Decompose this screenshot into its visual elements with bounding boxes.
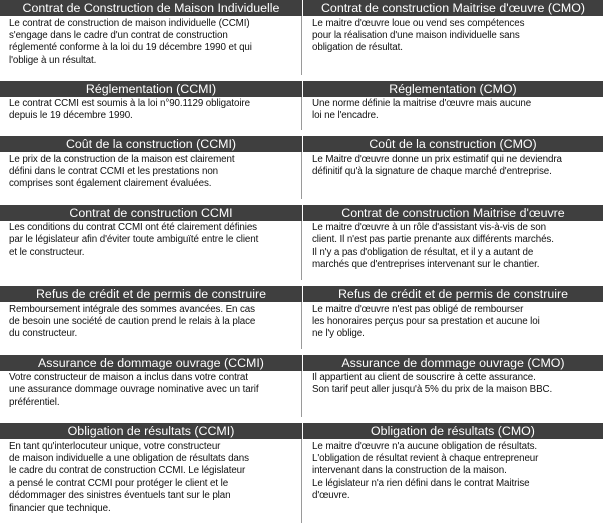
section-text — [303, 371, 603, 418]
section-header: Coût de la construction (CMO) — [303, 136, 603, 152]
text-line: a pensé le contrat CCMI pour protéger le client et le — [9, 477, 229, 489]
section-text — [0, 439, 302, 523]
section-text — [0, 221, 302, 281]
text-line: financier que technique. — [9, 502, 111, 514]
text-line: Votre constructeur de maison a inclus dans votre contrat — [9, 372, 248, 383]
section-damage-insurance — [0, 355, 603, 418]
cmo-column — [302, 423, 603, 523]
text-line: Le Maitre d'œuvre donne un prix estimatif qui ne deviendra — [312, 153, 562, 165]
cmo-column — [302, 286, 603, 349]
text-line: pour la réalisation d'une maison individuelle sans — [312, 29, 520, 41]
text-line: préférentiel. — [9, 396, 60, 408]
section-text — [303, 221, 603, 281]
section-construction-contract — [0, 205, 603, 281]
section-contract-type — [0, 0, 603, 75]
ccmi-column — [0, 81, 302, 131]
section-text — [303, 152, 603, 199]
section-text — [303, 97, 603, 131]
text-line: défini dans le contrat CCMI et les prestations non — [9, 165, 219, 177]
section-result-obligation — [0, 423, 603, 523]
text-line: Les conditions du contrat CCMI ont été clairement définies — [9, 222, 257, 233]
cmo-column — [302, 136, 603, 199]
section-header: Refus de crédit et de permis de construire — [303, 286, 603, 302]
text-line: Le prix de la construction de la maison est clairement — [9, 153, 235, 165]
text-line: de maison individuelle a une obligation de résultats dans — [9, 452, 249, 464]
text-line: Il n'y a pas d'obligation de résultat, et il y a autant de — [312, 246, 534, 258]
section-construction-cost — [0, 136, 603, 199]
text-line: Le maitre d'œuvre n'est pas obligé de rembourser — [312, 303, 524, 315]
text-line: ne l'y oblige. — [312, 328, 365, 340]
text-line: dédommager des sinistres éventuels tant sur le plan — [9, 490, 231, 502]
section-text — [0, 371, 302, 418]
cmo-column — [302, 355, 603, 418]
section-header: Refus de crédit et de permis de construire — [0, 286, 302, 302]
ccmi-column — [0, 0, 302, 75]
ccmi-column — [0, 423, 302, 523]
section-header: Assurance de dommage ouvrage (CMO) — [303, 355, 603, 371]
text-line: une assurance dommage ouvrage nominative avec un tarif — [9, 384, 259, 396]
text-line: les honoraires perçus pour sa prestation et aucune loi — [312, 315, 540, 327]
text-line: Une norme définie la maitrise d'œuvre mais aucune — [312, 98, 532, 109]
text-line: client. Il n'est pas partie prenante aux différents marchés. — [312, 234, 554, 246]
text-line: Le maitre d'œuvre n'a aucune obligation de résultats. — [312, 440, 537, 452]
section-text — [0, 97, 302, 131]
section-header: Contrat de construction Maitrise d'œuvre — [303, 205, 603, 221]
ccmi-column — [0, 205, 302, 281]
cmo-column — [302, 81, 603, 131]
text-line: Son tarif peut aller jusqu'à 5% du prix de la maison BBC. — [312, 384, 553, 396]
text-line: le cadre du contrat de construction CCMI. Le législateur — [9, 465, 246, 477]
text-line: de besoin une société de caution prend le relais à la place — [9, 315, 256, 327]
text-line: Remboursement intégrale des sommes avancées. En cas — [9, 303, 255, 315]
text-line: réglementé conforme à la loi du 19 décembre 1990 et qui — [9, 42, 252, 54]
section-text — [0, 16, 302, 75]
section-text — [303, 302, 603, 349]
text-line: Le maitre d'œuvre loue ou vend ses compétences — [312, 17, 525, 29]
text-line: l'oblige à un résultat. — [9, 54, 97, 66]
section-text — [0, 302, 302, 349]
text-line: Le législateur n'a rien défini dans le contrat Maitrise — [312, 477, 530, 489]
text-line: du constructeur. — [9, 328, 78, 340]
section-header: Coût de la construction (CCMI) — [0, 136, 302, 152]
section-header: Obligation de résultats (CCMI) — [0, 423, 302, 439]
section-header: Réglementation (CMO) — [303, 81, 603, 97]
text-line: définitif qu'à la signature de chaque marché d'entreprise. — [312, 165, 552, 177]
text-line: comprises sont également clairement évaluées. — [9, 178, 212, 190]
text-line: d'œuvre. — [312, 490, 350, 502]
text-line: par le législateur afin d'éviter toute ambiguïté entre le client — [9, 234, 259, 246]
text-line: En tant qu'interlocuteur unique, votre constructeur — [9, 440, 221, 452]
text-line: obligation de résultat. — [312, 42, 403, 54]
section-regulation — [0, 81, 603, 131]
section-text — [0, 152, 302, 199]
text-line: intervenant dans la construction de la maison. — [312, 465, 507, 477]
section-credit-permit-refusal — [0, 286, 603, 349]
section-header: Obligation de résultats (CMO) — [303, 423, 603, 439]
text-line: depuis le 19 décembre 1990. — [9, 110, 133, 122]
text-line: Le contrat de construction de maison individuelle (CCMI) — [9, 17, 250, 29]
text-line: loi ne l'encadre. — [312, 110, 379, 122]
text-line: s'engage dans le cadre d'un contrat de construction — [9, 29, 228, 41]
ccmi-column — [0, 136, 302, 199]
text-line: Il appartient au client de souscrire à cette assurance. — [312, 372, 536, 383]
text-line: et le constructeur. — [9, 246, 85, 258]
section-header: Assurance de dommage ouvrage (CCMI) — [0, 355, 302, 371]
section-header: Contrat de Construction de Maison Individuelle — [0, 0, 302, 16]
ccmi-column — [0, 355, 302, 418]
ccmi-column — [0, 286, 302, 349]
section-header: Réglementation (CCMI) — [0, 81, 302, 97]
section-header: Contrat de construction Maitrise d'œuvre (CMO) — [303, 0, 603, 16]
cmo-column — [302, 0, 603, 75]
text-line: Le maitre d'œuvre à un rôle d'assistant vis-à-vis de son — [312, 222, 546, 233]
text-line: L'obligation de résultat revient à chaque entrepreneur — [312, 452, 539, 464]
text-line: Le contrat CCMI est soumis à la loi n°90.1129 obligatoire — [9, 98, 250, 109]
section-text — [303, 439, 603, 523]
section-header: Contrat de construction CCMI — [0, 205, 302, 221]
cmo-column — [302, 205, 603, 281]
section-text — [303, 16, 603, 75]
text-line: marchés que d'entreprises intervenant sur le chantier. — [312, 259, 540, 271]
